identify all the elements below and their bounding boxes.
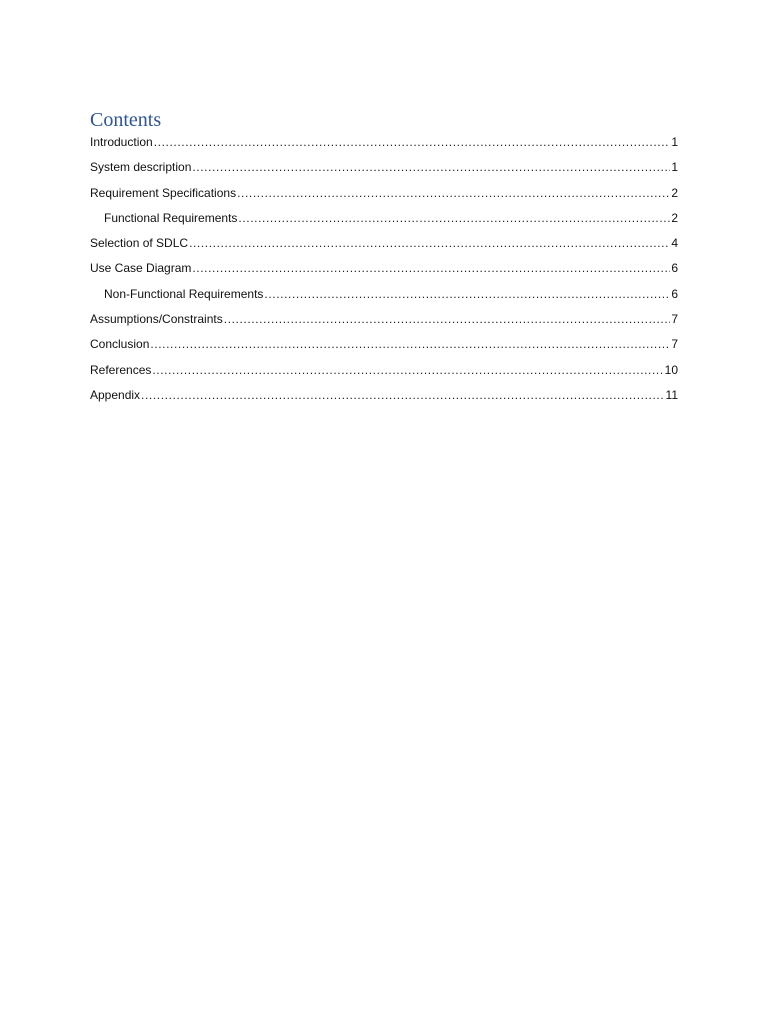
toc-entry-page: 2 [671, 210, 678, 225]
dot-leader [192, 257, 670, 279]
toc-entry-page: 6 [671, 261, 678, 276]
toc-entry-page: 10 [664, 362, 678, 377]
toc-entry-title: Selection of SDLC [90, 236, 189, 251]
toc-entry-title: Non-Functional Requirements [104, 286, 264, 301]
toc-entry-title: System description [90, 160, 192, 175]
dot-leader [189, 232, 670, 254]
toc-entry-title: Use Case Diagram [90, 261, 192, 276]
toc-entry-title: Functional Requirements [104, 210, 238, 225]
toc-entry-appendix[interactable] [90, 384, 678, 409]
dot-leader [237, 182, 670, 204]
toc-entry-system-description[interactable] [90, 156, 678, 181]
toc-entry-title: Introduction [90, 135, 153, 149]
toc-entry-non-functional-requirements[interactable] [90, 283, 678, 308]
toc-entry-requirement-specifications[interactable] [90, 182, 678, 207]
toc-entry-functional-requirements[interactable] [90, 207, 678, 232]
toc-entry-page: 7 [671, 312, 678, 327]
toc-entry-introduction[interactable] [90, 131, 678, 156]
dot-leader [141, 384, 664, 406]
toc-entry-title: References [90, 362, 152, 377]
dot-leader [192, 156, 670, 178]
toc-entry-use-case-diagram[interactable] [90, 257, 678, 282]
toc-entry-conclusion[interactable] [90, 333, 678, 358]
table-of-contents [90, 131, 678, 409]
toc-entry-title: Conclusion [90, 337, 150, 352]
toc-entry-page: 11 [665, 387, 678, 402]
toc-entry-title: Appendix [90, 387, 141, 402]
toc-entry-page: 2 [671, 185, 678, 200]
dot-leader [150, 333, 670, 355]
toc-entry-title: Assumptions/Constraints [90, 312, 223, 327]
dot-leader [152, 359, 663, 381]
toc-entry-page: 1 [671, 135, 678, 149]
toc-entry-assumptions-constraints[interactable] [90, 308, 678, 333]
dot-leader [154, 131, 671, 153]
toc-entry-page: 4 [671, 236, 678, 251]
toc-entry-title: Requirement Specifications [90, 185, 237, 200]
toc-entry-page: 7 [671, 337, 678, 352]
toc-entry-selection-of-sdlc[interactable] [90, 232, 678, 257]
dot-leader [238, 207, 670, 229]
toc-entry-references[interactable] [90, 359, 678, 384]
toc-entry-page: 6 [671, 286, 678, 301]
toc-entry-page: 1 [671, 160, 678, 175]
dot-leader [264, 283, 670, 305]
dot-leader [224, 308, 671, 330]
toc-heading: Contents [90, 109, 162, 131]
